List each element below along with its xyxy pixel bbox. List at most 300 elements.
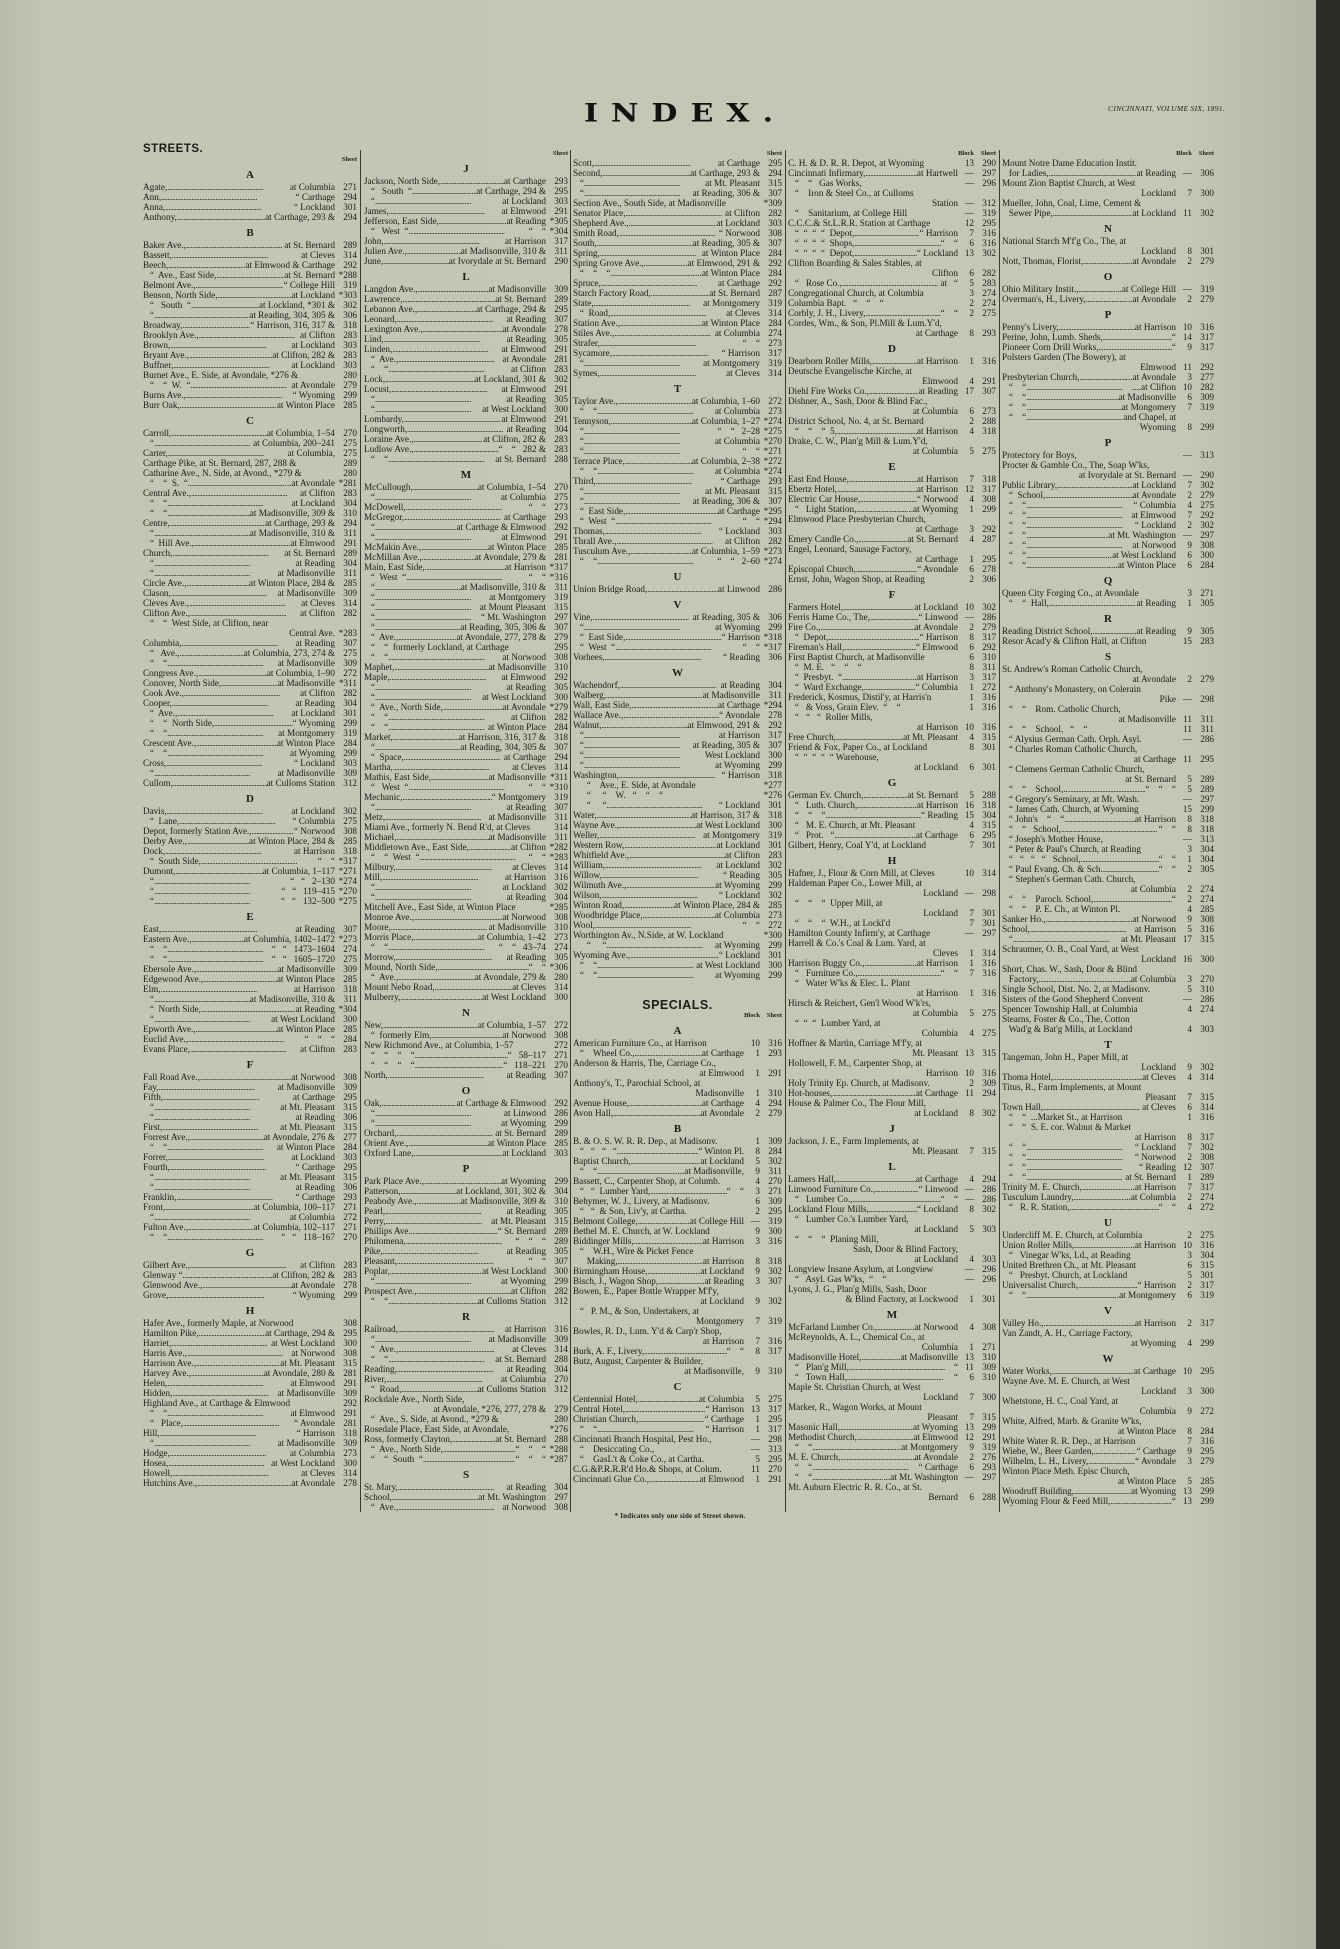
dot-leader [602,168,690,178]
entry-sheet: 307 [343,638,357,648]
dot-leader [842,278,941,288]
entry-location: at St. Bernard [495,454,546,464]
entry-block: 8 [1187,422,1192,432]
entry-name: “ “ “ “ Shops, [788,238,855,248]
entry-location: at Harrison [702,1336,744,1346]
entry-block: 15 [1182,636,1192,646]
entry-location: at Columbia, 1–90 [266,668,335,678]
entry-sheet: 284 [1200,560,1214,570]
entry-sheet: 272 [343,1212,357,1222]
entry-sheet: 317 [768,1404,782,1414]
entry-sheet: 272 [343,668,357,678]
index-entry [143,974,357,984]
entry-sheet: 310 [343,508,357,518]
index-entry [788,1362,996,1372]
entry-name: Longworth, [364,424,408,434]
index-entry [143,340,357,350]
index-entry [364,482,568,492]
entry-location: at Reading [506,892,546,902]
entry-sheet: 318 [768,770,782,780]
index-entry [1002,694,1214,704]
entry-name: “ [364,802,375,812]
entry-name: St. Andrew's Roman Catholic Church, [1002,664,1143,674]
entry-location: at Lockland [700,1266,744,1276]
index-entry [1002,284,1214,294]
entry-location: at Cleves [726,368,760,378]
index-entry [143,1044,357,1054]
entry-block: 8 [969,328,974,338]
entry-sheet: 319 [768,358,782,368]
entry-location: at Winton Place, 284 & [249,578,335,588]
index-entry [143,1192,357,1202]
entry-name: “ Iron & Steel Co., at Culloms [788,188,914,198]
index-entry [573,730,782,740]
entry-sheet: 298 [1200,694,1214,704]
entry-block: 8 [1187,1132,1192,1142]
index-entry [143,290,357,300]
entry-sheet: 307 [768,740,782,750]
entry-sheet: 281 [343,1368,357,1378]
dot-leader [1082,1182,1126,1192]
entry-name: Queen City Forging Co., at Avondale [1002,588,1139,598]
entry-name: “ [573,740,584,750]
entry-sheet: 304 [343,558,357,568]
entry-block: 12 [1182,1162,1192,1172]
entry-block: 9 [755,1166,760,1176]
index-entry [788,722,996,732]
index-entry [364,1296,568,1306]
index-entry [1002,724,1214,734]
dot-leader [388,454,495,464]
dot-leader [856,504,908,514]
entry-sheet: 309 [1200,392,1214,402]
index-entry [143,856,357,866]
index-entry [143,598,357,608]
dot-leader [857,800,910,810]
entry-name: Cordes, Wm., & Son, Pl.Mill & Lum.Y'd, [788,318,942,328]
entry-name: Railroad, [364,1324,398,1334]
entry-location: ..at Norwood [909,1322,958,1332]
index-entry [788,396,996,406]
entry-name: “ [573,426,584,436]
index-entry [788,198,996,208]
entry-name: “ Paul Evang. Ch. & Sch. [1002,864,1103,874]
entry-name: “ “ South “ [364,1454,423,1464]
entry-location: ..at Mt. Washington [1103,530,1176,540]
entry-sheet: 311 [768,690,782,700]
dot-leader [602,870,723,880]
entry-sheet: *275 [763,426,782,436]
entry-block: 7 [755,1316,760,1326]
entry-sheet: 295 [768,1454,782,1464]
entry-sheet: 295 [554,642,568,652]
index-entry [788,998,996,1008]
index-entry [788,840,996,850]
entry-name: Christian Church, [573,1414,639,1424]
entry-sheet: 272 [554,1020,568,1030]
entry-block: 9 [755,1366,760,1376]
dot-leader [252,826,294,836]
index-entry [143,1428,357,1438]
index-entry [143,826,357,836]
index-entry [573,218,782,228]
letter-heading: L [462,271,470,283]
entry-sheet: 319 [768,830,782,840]
entry-name: Forrest Ave., [143,1132,191,1142]
entry-location: at Carthage [717,700,760,710]
index-entry [1002,1102,1214,1112]
entry-sheet: *303 [338,290,357,300]
index-entry [788,1214,996,1224]
letter-heading: O [461,1085,471,1097]
entry-name: “ Lane, [143,816,180,826]
entry-name: “ [364,742,375,752]
index-entry [143,1122,357,1132]
entry-name: Dishner, A., Sash, Door & Blind Fac., [788,396,928,406]
dot-leader [188,1222,253,1232]
entry-block: 7 [755,1336,760,1346]
entry-block: 1 [755,1414,760,1424]
index-entry [788,1472,996,1482]
entry-sheet: 272 [768,920,782,930]
index-entry [143,1290,357,1300]
index-entry [143,558,357,568]
dot-leader [398,972,474,982]
index-entry [364,1226,568,1236]
column-header [143,156,357,164]
entry-block: 2 [969,416,974,426]
entry-sheet: 273 [982,406,996,416]
entry-sheet: 294 [343,518,357,528]
entry-location: ....at Winton Place [692,268,760,278]
entry-name: Harrell & Co.'s Coal & Lum. Yard, at [788,938,926,948]
index-entry [788,168,996,178]
entry-name: Farmers Hotel, [788,602,844,612]
entry-block: 1 [755,1136,760,1146]
entry-location: ..at Carthage, 294 & [471,186,546,196]
entry-block: — [1182,530,1192,540]
entry-location: Columbia [921,1342,958,1352]
entry-name: “ [573,446,584,456]
entry-location: at Columbia, 1–60 [691,396,760,406]
dot-leader [606,800,719,810]
entry-location: “ [1171,342,1176,352]
entry-name: Union Bridge Road, [573,584,648,594]
index-entry [143,924,357,934]
entry-location: Bernard [928,1492,958,1502]
entry-name: “ “ [1002,382,1027,392]
entry-sheet: *272 [763,456,782,466]
entry-name: East End House, [788,474,849,484]
index-entry [364,284,568,294]
entry-name: Penny's Livery, [1002,322,1059,332]
dot-leader [167,182,290,192]
index-entry [1002,774,1214,784]
entry-sheet: 284 [768,268,782,278]
dot-leader [605,860,716,870]
index-entry [364,1266,568,1276]
entry-block: 1 [1187,598,1192,608]
entry-location: “ Lockland [1134,520,1176,530]
entry-name: Bryant Ave., [143,350,190,360]
entry-name: Smith Road, [573,228,619,238]
entry-block: 9 [1187,1062,1192,1072]
dot-leader [375,882,502,892]
entry-name: Church, [143,548,173,558]
dot-leader [396,952,507,962]
entry-location: at Clifton [300,688,335,698]
entry-name: Ohio Military Instit., [1002,284,1079,294]
entry-location: at Harrison [1134,322,1176,332]
dot-leader [375,692,482,702]
entry-name: American Furniture Co., at Harrison [573,1038,707,1048]
index-entry [573,680,782,690]
dot-leader [597,960,696,970]
entry-name: Western Row, [573,840,625,850]
entry-sheet: 319 [343,280,357,290]
entry-sheet: 300 [343,1014,357,1024]
column-divider [570,150,571,1512]
index-entry [788,1422,996,1432]
index-entry [1002,1486,1214,1496]
index-entry [364,1216,568,1226]
entry-name: “ Light Station, [788,504,857,514]
entry-location: at Winton Place [487,722,546,732]
entry-name: Whitfield Ave., [573,850,630,860]
entry-location: “ Norwood [293,826,335,836]
dot-leader [190,608,300,618]
entry-location: at Avondale [700,1108,744,1118]
entry-location: at Ivorydale at St. Bernard [1078,470,1176,480]
entry-sheet: 282 [554,1286,568,1296]
entry-block: 15 [1182,804,1192,814]
entry-name: “ Ave., [364,632,399,642]
entry-name: Washington, [573,770,619,780]
index-entry [143,320,357,330]
entry-name: “ [573,178,584,188]
entry-name: “ [573,496,584,506]
entry-name: “ “ [788,1472,813,1482]
dot-leader [643,910,715,920]
entry-sheet: 289 [1200,1172,1214,1182]
entry-location: “ Lockland [718,800,760,810]
entry-sheet: *274 [338,876,357,886]
entry-name: “ GasL't & Coke Co., at Cartha. [573,1454,705,1464]
entry-name: Worthington Av., N.Side, at W. Lockland [573,930,724,940]
entry-location: at Carthage [701,1098,744,1108]
entry-location: at Avondale, *276, 277, 278 & [433,1404,546,1414]
entry-sheet: 292 [343,1398,357,1408]
dot-leader [199,1328,265,1338]
entry-location: “ Lockland [718,950,760,960]
dot-leader [391,922,489,932]
entry-location: at Montgomery [489,592,546,602]
entry-location: at Columbia [698,1394,744,1404]
entry-location: at Lockland [700,1156,744,1166]
entry-location: at Carthage [1133,1366,1176,1376]
letter-heading: O [1103,271,1113,283]
index-entry [364,542,568,552]
entry-sheet: *309 [763,198,782,208]
entry-sheet: 297 [554,612,568,622]
entry-location: at Lockland [914,602,958,612]
dot-leader [1074,1486,1131,1496]
entry-location: “ “ [940,238,958,248]
entry-name: Perine, John, Lumb. Sheds, [1002,332,1103,342]
entry-sheet: *294 [763,700,782,710]
entry-name: Vine, [573,612,593,622]
index-entry [143,1398,357,1408]
entry-block: 16 [1182,954,1192,964]
dot-leader [375,582,461,592]
entry-block: 3 [969,524,974,534]
entry-sheet: 293 [768,476,782,486]
entry-location: at Madisonville, 310 & [460,582,546,592]
entry-name: River, [364,1374,387,1384]
index-entry [788,938,996,948]
index-entry [143,270,357,280]
index-entry [573,612,782,622]
entry-sheet: 278 [982,564,996,574]
index-entry [788,278,996,288]
entry-sheet: 318 [768,1256,782,1266]
dot-leader [597,970,715,980]
entry-location: “ Harrison [721,632,760,642]
entry-block: 6 [969,652,974,662]
dot-leader [865,168,916,178]
index-entry [573,1216,782,1226]
entry-sheet: 304 [768,680,782,690]
entry-name: “ [364,1276,375,1286]
entry-block: — [964,888,974,898]
entry-location: at St. Bernard [495,294,546,304]
entry-name: “ “ [1002,1142,1027,1152]
entry-name: Epworth Ave., [143,1024,196,1034]
entry-name: Buffner, [143,360,174,370]
entry-sheet: 286 [982,612,996,622]
index-entry [788,1078,996,1088]
entry-location: at Cleves [301,598,335,608]
dot-leader [411,1226,498,1236]
dot-leader [388,712,511,722]
dot-leader [187,1348,291,1358]
index-entry [1002,704,1214,714]
entry-sheet: 316 [982,988,996,998]
entry-name: Cook Ave., [143,688,184,698]
entry-location: at Wyoming [1131,1338,1176,1348]
entry-name: Lombardy, [364,414,404,424]
entry-name: Broadway, [143,320,183,330]
entry-name: Patterson, [364,1186,401,1196]
entry-sheet: 285 [343,974,357,984]
index-entry [573,1038,782,1048]
index-entry [1002,1250,1214,1260]
entry-name: “ Clemens German Catholic Church, [1002,764,1145,774]
entry-sheet: 309 [343,658,357,668]
entry-sheet: 310 [982,652,996,662]
entry-sheet: 270 [554,1060,568,1070]
entry-sheet: 305 [554,682,568,692]
entry-sheet: 316 [1200,322,1214,332]
entry-location: “ [953,1372,958,1382]
entry-sheet: 288 [982,416,996,426]
index-entry [573,516,782,526]
entry-sheet: *288 [549,1444,568,1454]
entry-sheet: 300 [343,1458,357,1468]
column-header-label: Sheet [1198,150,1214,157]
index-entry [143,1318,357,1328]
dot-leader [383,1020,478,1030]
entry-sheet: 316 [768,1038,782,1048]
entry-name: C.C.C.& St.L.R.R. Station at Carthage [788,218,931,228]
entry-block: 7 [969,1412,974,1422]
entry-name: Harriet, [143,1338,172,1348]
dot-leader [606,940,715,950]
dot-leader [165,202,294,212]
entry-sheet: 271 [554,1050,568,1060]
letter-heading: L [888,1161,896,1173]
entry-location: at Carthage [915,1088,958,1098]
entry-name: Wool, [573,920,595,930]
entry-location: at Madisonville [488,832,546,842]
entry-location: at Carthage [1133,754,1176,764]
dot-leader [443,1444,515,1454]
entry-block: 2 [1187,256,1192,266]
entry-location: “ “ 1473–1604 [271,944,335,954]
entry-name: Wachendorf, [573,680,620,690]
entry-sheet: 309 [343,1438,357,1448]
entry-location: at Lockland [291,290,335,300]
entry-sheet: *317 [338,856,357,866]
entry-block: 14 [1182,332,1192,342]
index-entry [1002,158,1214,168]
dot-leader [611,416,692,426]
index-entry [364,1186,568,1196]
entry-location: at Winton Place, 284 & [249,836,335,846]
entry-name: “ “ [143,658,168,668]
entry-location: at Elmwood [699,1068,744,1078]
index-entry [788,1432,996,1442]
index-entry [573,1444,782,1454]
dot-leader [154,768,278,778]
index-entry [364,1030,568,1040]
entry-sheet: *300 [763,930,782,940]
entry-block: 1 [969,958,974,968]
entry-location: at Reading, 304, 305 & [249,310,335,320]
entry-sheet: 284 [1200,1426,1214,1436]
entry-block: 10 [1182,1366,1192,1376]
index-entry [573,486,782,496]
entry-sheet: 289 [343,458,357,468]
entry-sheet: 275 [982,1028,996,1038]
entry-block: 2 [1187,520,1192,530]
index-entry [364,1364,568,1374]
index-entry [1002,412,1214,422]
index-entry [1002,804,1214,814]
entry-location: at Columbia [1130,974,1176,984]
index-entry [788,978,996,988]
dot-leader [425,562,505,572]
entry-block: 1 [969,988,974,998]
letter-heading: S [462,1469,470,1481]
entry-location: at Linwood [717,584,760,594]
entry-location: at Avondale [291,1280,335,1290]
entry-block: 7 [1187,510,1192,520]
entry-name: Market, [364,732,393,742]
entry-block: 3 [755,1276,760,1286]
entry-name: “ “ [1002,1290,1027,1300]
index-entry [364,1324,568,1334]
